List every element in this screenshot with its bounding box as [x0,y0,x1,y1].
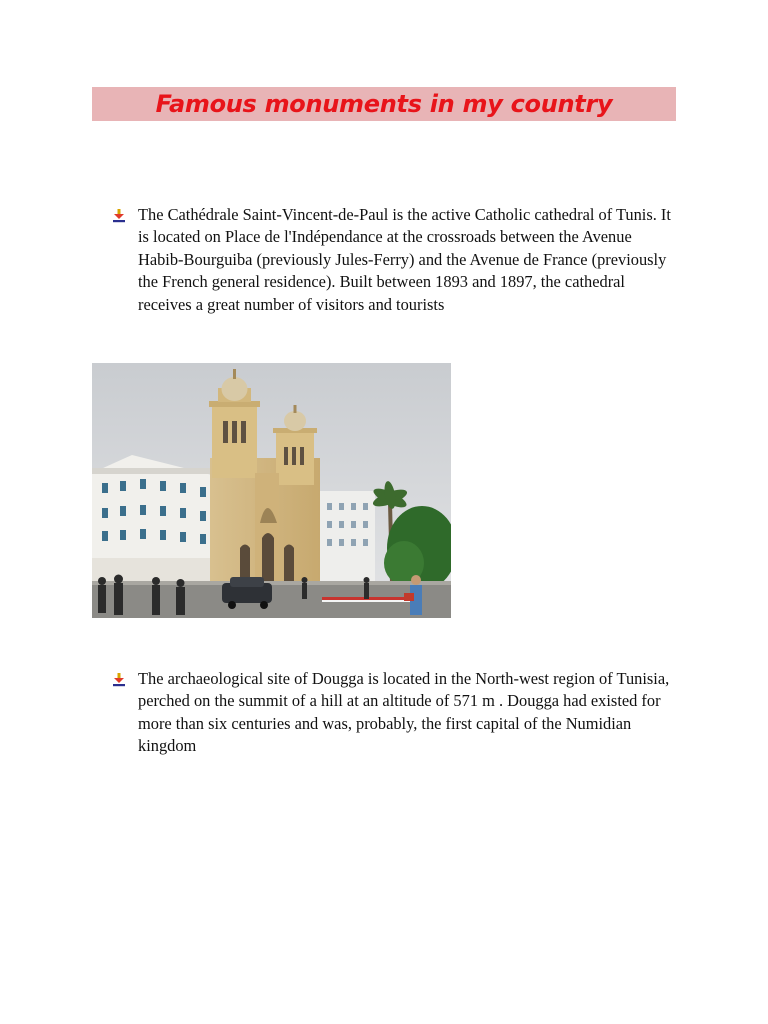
dougga-paragraph: The archaeological site of Dougga is located in the North-west region of Tunisia, perched on the summit of a hill at an altitude of 571 m . Dougga had existed for more than six centuries and was, probably, the first capital of the Numidian kingdom [138,669,670,756]
cathedral-photo [92,363,451,618]
list-item [112,668,672,758]
down-arrow-bullet-icon [112,209,126,223]
title-banner [92,87,676,121]
page-title: Famous monuments in my country [155,90,613,118]
cathedral-paragraph: The Cathédrale Saint-Vincent-de-Paul is the active Catholic cathedral of Tunis. It is located on Place de l'Indépendance at the crossroads between the Avenue Habib-Bourguiba (previously Jules-Ferry) and the Avenue de France (previously the French general residence). Built between 1893 and 1897, the cathedral receives a great number of visitors and tourists [138,205,671,314]
list-item [112,204,672,316]
down-arrow-bullet-icon [112,673,126,687]
